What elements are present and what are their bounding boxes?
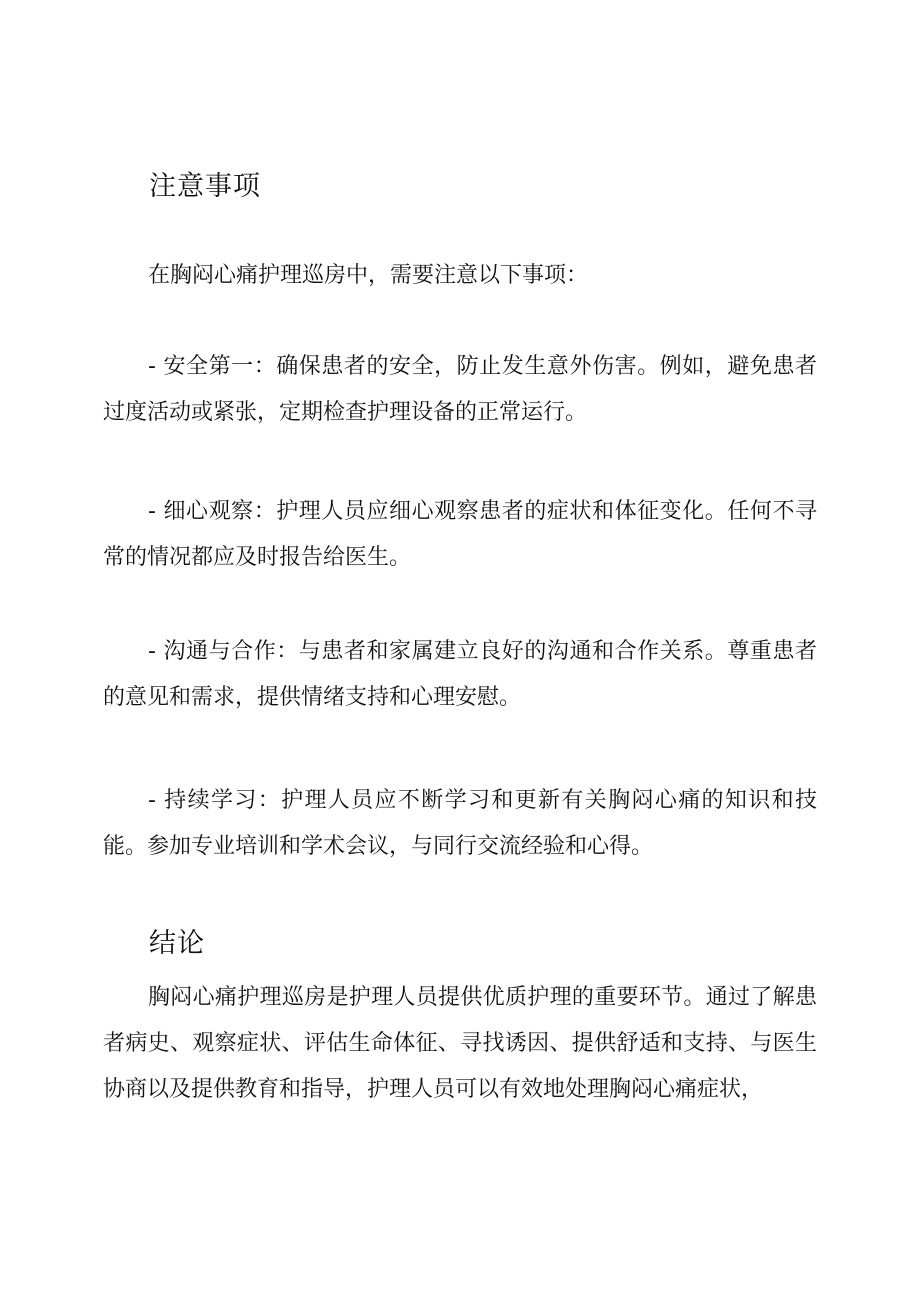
notes-item-observation: - 细心观察：护理人员应细心观察患者的症状和体征变化。任何不寻常的情况都应及时报告给医生。 (103, 499, 817, 570)
notes-item-learning: - 持续学习：护理人员应不断学习和更新有关胸闷心痛的知识和技能。参加专业培训和学术会议，与同行交流经验和心得。 (103, 788, 817, 859)
notes-item-communication: - 沟通与合作：与患者和家属建立良好的沟通和合作关系。尊重患者的意见和需求，提供情绪支持和心理安慰。 (103, 639, 817, 710)
conclusion-heading: 结论 (149, 928, 205, 959)
notes-item-safety: - 安全第一：确保患者的安全，防止发生意外伤害。例如，避免患者过度活动或紧张，定期检查护理设备的正常运行。 (103, 354, 817, 425)
conclusion-body: 胸闷心痛护理巡房是护理人员提供优质护理的重要环节。通过了解患者病史、观察症状、评估生命体征、寻找诱因、提供舒适和支持、与医生协商以及提供教育和指导，护理人员可以有效地处理胸闷心痛症状， (103, 985, 817, 1102)
notes-heading: 注意事项 (149, 171, 261, 202)
notes-intro: 在胸闷心痛护理巡房中，需要注意以下事项： (148, 263, 589, 288)
